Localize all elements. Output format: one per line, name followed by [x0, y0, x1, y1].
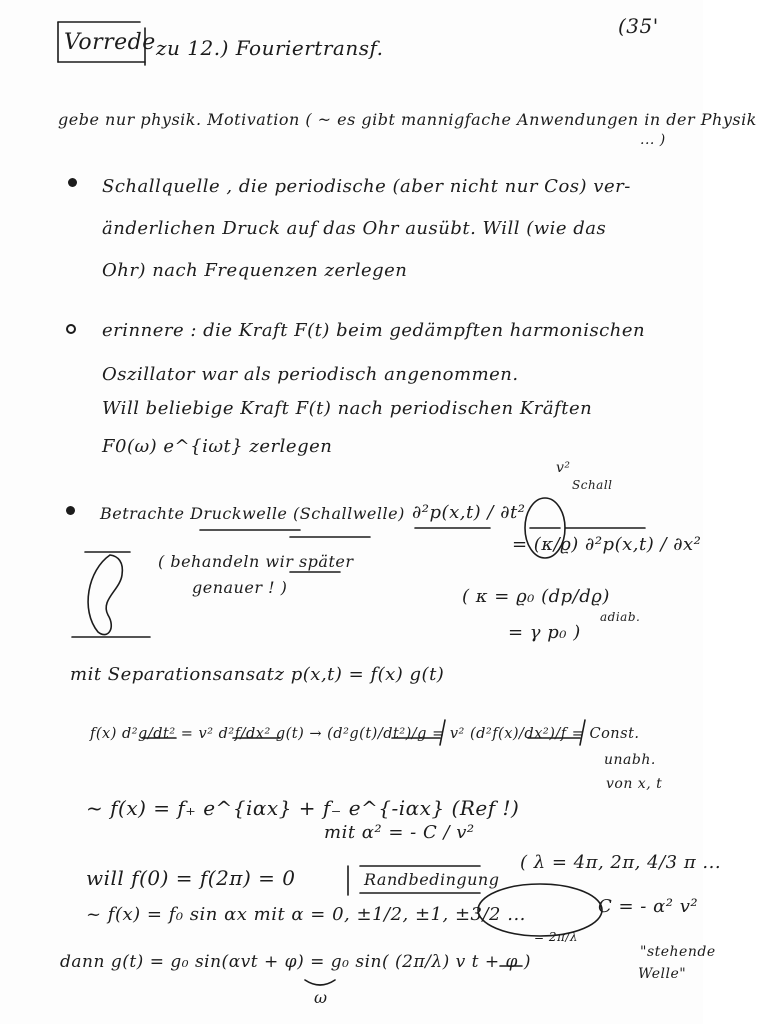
separation-eq1: f(x) d²g/dt² = v² d²f/dx² g(t) → (d²g(t)/dt²)/g = v² (d²f(x)/dx²)/f = Const. [90, 726, 640, 742]
kappa-eq: = γ p₀ ) [508, 622, 581, 643]
kappa-sub: adiab. [600, 610, 641, 624]
bullet-2-line2: Oszillator war als periodisch angenommen. [102, 364, 519, 385]
note-behandeln: ( behandeln wir später [158, 552, 354, 571]
bullet-1-line1: Schallquelle , die periodische (aber nicht nur Cos) ver- [102, 176, 631, 197]
solution-line4: ~ f(x) = f₀ sin αx mit α = 0, ±1/2, ±1, ±3/2 ... [86, 904, 526, 925]
standing-wave-1: "stehende [640, 944, 716, 960]
page-number: (35' [618, 14, 659, 38]
wave-eq-lhs: ∂²p(x,t) / ∂t² [412, 502, 526, 523]
separation-note2: von x, t [606, 776, 663, 792]
wave-eq-rhs: = (κ/ϱ) ∂²p(x,t) / ∂x² [512, 534, 702, 555]
bullet-2-line1: erinnere : die Kraft F(t) beim gedämpften harmonischen [102, 320, 646, 341]
omega-label: ω [314, 988, 328, 1007]
bullet-3-text: Betrachte Druckwelle (Schallwelle) [100, 504, 405, 523]
v-label: v² [556, 460, 571, 476]
standing-wave-2: Welle" [638, 966, 687, 982]
note-genauer: genauer ! ) [192, 578, 288, 597]
c-equation: C = - α² v² [598, 896, 699, 917]
twopi-lambda: = 2π/λ [534, 930, 579, 944]
separation-line: mit Separationsansatz p(x,t) = f(x) g(t) [70, 664, 445, 685]
bullet-1-line2: änderlichen Druck auf das Ohr ausübt. Will (wie das [102, 218, 607, 239]
bullet-1-line3: Ohr) nach Frequenzen zerlegen [102, 260, 408, 281]
omega-underbrace [305, 980, 335, 985]
bullet-2-marker [66, 324, 76, 334]
ear-sketch [88, 555, 122, 635]
bullet-2-line3: Will beliebige Kraft F(t) nach periodischen Kräften [102, 398, 593, 419]
kappa-def: ( κ = ϱ₀ (dp/dϱ) [462, 586, 610, 607]
bullet-3-marker [66, 506, 75, 515]
title-vorrede: Vorrede [64, 30, 156, 55]
solution-line5: dann g(t) = g₀ sin(αvt + φ) = g₀ sin( (2π/λ) v t + φ ) [60, 952, 531, 972]
intro-line1: gebe nur physik. Motivation ( ~ es gibt mannigfache Anwendungen in der Physik [58, 110, 757, 129]
bullet-1-marker [68, 178, 77, 187]
solution-line3: will f(0) = f(2π) = 0 [86, 866, 296, 890]
solution-line2: mit α² = - C / v² [324, 822, 475, 843]
separation-note1: unabh. [604, 752, 656, 768]
intro-line1-cont: ... ) [640, 132, 666, 148]
v-sub: Schall [572, 478, 613, 492]
title-topic: zu 12.) Fouriertransf. [156, 36, 384, 60]
lambda-values: ( λ = 4π, 2π, 4/3 π ... [520, 852, 722, 873]
solution-line1: ~ f(x) = f₊ e^{iαx} + f₋ e^{-iαx} (Ref !) [86, 796, 520, 820]
boundary-label: Randbedingung [364, 870, 500, 889]
bullet-2-line4: F0(ω) e^{iωt} zerlegen [102, 436, 333, 457]
